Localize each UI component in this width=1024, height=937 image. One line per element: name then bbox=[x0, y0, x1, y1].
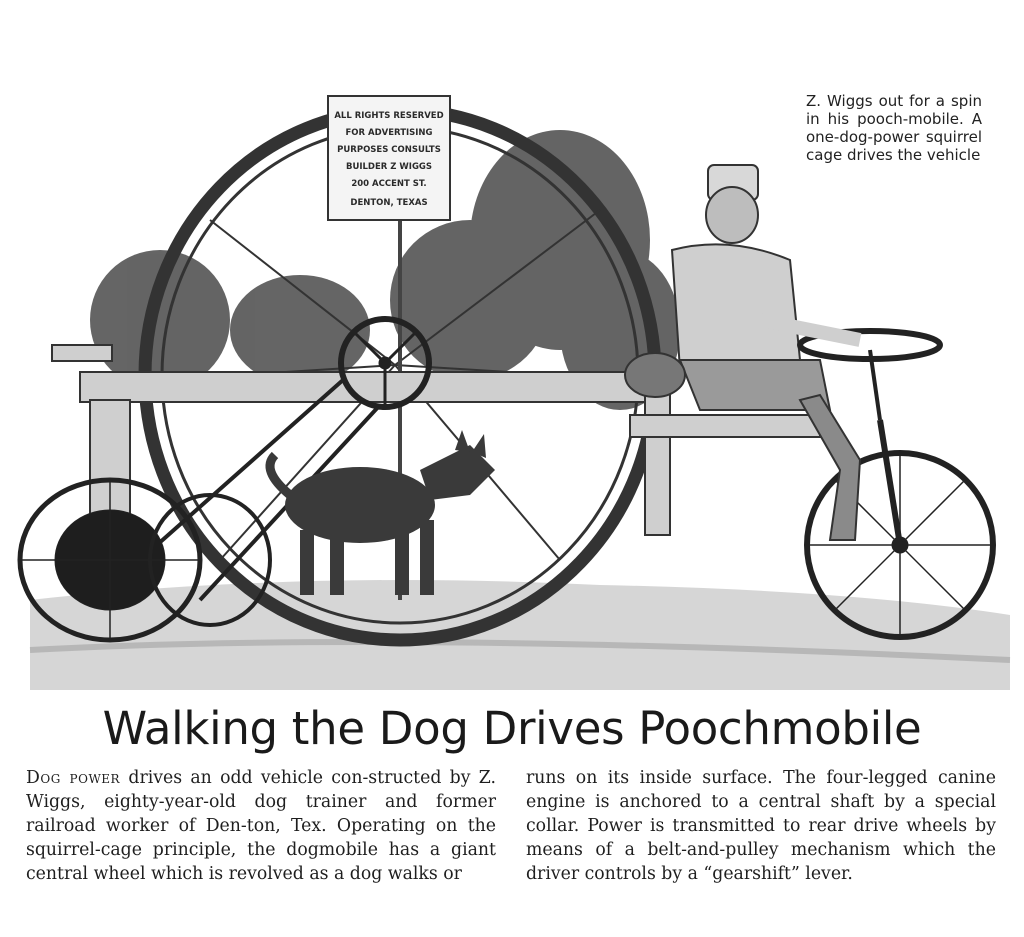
article-column-2: runs on its inside surface. The four-legged canine engine is anchored to a central shaft by a special collar. Power is transmitted to rear drive wheels by means of a belt-and-pulley mechanism which the driver controls by a “gearshift” lever. bbox=[526, 768, 996, 884]
seat bbox=[625, 353, 685, 397]
sign-line: DENTON, TEXAS bbox=[350, 198, 428, 208]
sign-line: BUILDER Z WIGGS bbox=[345, 162, 433, 172]
photo-caption: Z. Wiggs out for a spin in his pooch-mobile. A one-dog-power squirrel cage drives the vehicle bbox=[806, 92, 982, 164]
column-1-text: drives an odd vehicle con-structed by Z. Wiggs, eighty-year-old dog trainer and former railroad worker of Den-ton, Tex. Operating on the squirrel-cage principle, the dogmobile has a giant central wheel which is revolved as a dog walks or bbox=[26, 768, 496, 884]
sign-line: 200 ACCENT ST. bbox=[351, 179, 427, 189]
dog-in-wheel bbox=[270, 430, 495, 595]
article-column-1 bbox=[26, 766, 496, 886]
lead-in: Dog power bbox=[26, 768, 121, 788]
article-headline: Walking the Dog Drives Poochmobile bbox=[102, 702, 922, 755]
grass-ground bbox=[30, 580, 1010, 690]
sign-line: FOR ADVERTISING bbox=[345, 128, 433, 138]
sign-line: PURPOSES CONSULTS bbox=[337, 145, 441, 155]
sign-line: ALL RIGHTS RESERVED bbox=[334, 111, 444, 121]
